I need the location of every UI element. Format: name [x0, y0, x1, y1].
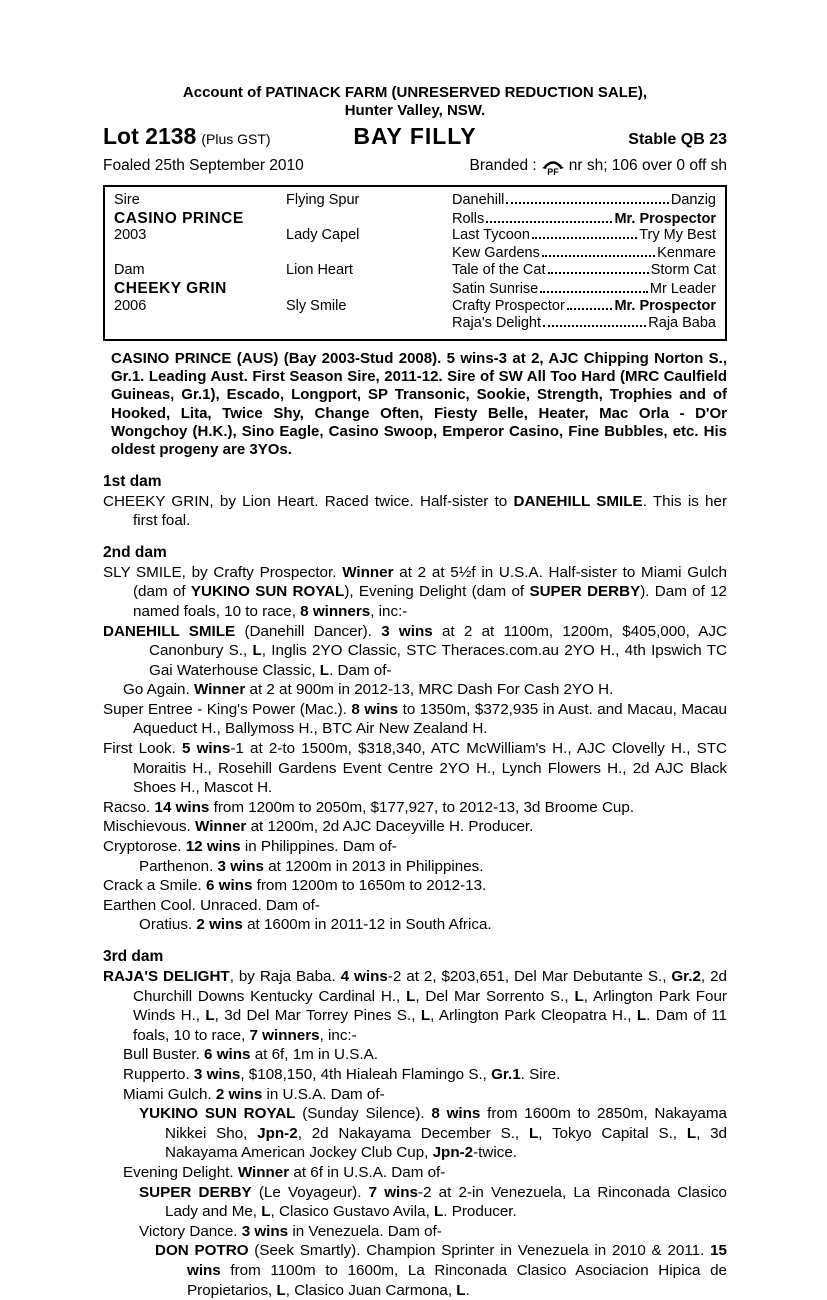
dam-section-heading: 1st dam: [103, 472, 162, 490]
pedigree-note-paragraph: Earthen Cool. Unraced. Dam of-: [103, 896, 320, 914]
pedigree-gen3-cell: [452, 262, 716, 280]
pedigree-row: [114, 227, 716, 245]
pedigree-note-paragraph: CHEEKY GRIN, by Lion Heart. Raced twice. Half-sister to DANEHILL SMILE. This is her first foal.: [103, 492, 728, 530]
pedigree-gen3-cell: [452, 245, 716, 263]
pedigree-note-paragraph: DON POTRO (Seek Smartly). Champion Sprinter in Venezuela in 2010 & 2011. 15 wins from 1100m to 1600m, La Rinconada Clasico Asociacion Hipica de Propietarios, L, Clasico Juan Carmona, L.: [155, 1242, 727, 1299]
svg-text:PF: PF: [546, 167, 559, 177]
leader-dots: [548, 272, 649, 274]
pedigree-note-paragraph: SUPER DERBY (Le Voyageur). 7 wins-2 at 2-in Venezuela, La Rinconada Clasico Lady and Me, L, Clasico Gustavo Avila, L. Producer.: [139, 1183, 728, 1221]
dam-section-heading: 2nd dam: [103, 543, 167, 561]
pedigree-ancestor-name: Last Tycoon: [452, 227, 530, 244]
pedigree-ancestor-sire: Mr Leader: [649, 280, 716, 297]
lot-number: Lot 2138: [103, 123, 197, 149]
pedigree-gen3-cell: [452, 315, 716, 333]
sire-summary-paragraph: CASINO PRINCE (AUS) (Bay 2003-Stud 2008). 5 wins-3 at 2, AJC Chipping Norton S., Gr.1. Leading Aust. First Season Sire, 2011-12. Sire of SW All Too Hard (MRC Caulfield Guineas, Gr.1), Escado, Longport, SP Transonic, Sookie, Strength, Trophies and of Hooked, Lita, Twice Shy, Change Often, Fiesty Belle, Heater, Mac Orla - D'Or Wongchoy (H.K.), Sino Eagle, Casino Swoop, Emperor Casino, Fine Bubbles, etc. His oldest progeny are 3YOs.: [111, 349, 727, 459]
pedigree-note-paragraph: Bull Buster. 6 wins at 6f, 1m in U.S.A.: [123, 1046, 378, 1064]
pedigree-row: [114, 245, 716, 263]
leader-dots: [486, 221, 612, 223]
pedigree-gen1-cell: Dam: [114, 262, 145, 279]
pedigree-note-paragraph: Mischievous. Winner at 1200m, 2d AJC Daceyville H. Producer.: [103, 818, 534, 836]
pedigree-note-paragraph: RAJA'S DELIGHT, by Raja Baba. 4 wins-2 at 2, $203,651, Del Mar Debutante S., Gr.2, 2d Churchill Downs Kentucky Cardinal H., L, Del Mar Sorrento S., L, Arlington Park Four Winds H., L, 3d Del Mar Torrey Pines S., L, Arlington Park Cleopatra H., L. Dam of 11 foals, 10 to race, 7 winners, inc:-: [103, 968, 727, 1044]
pedigree-ancestor-sire: Mr. Prospector: [614, 297, 716, 314]
pedigree-gen1-cell: 2003: [114, 227, 147, 244]
pedigree-gen2-cell: Flying Spur: [286, 192, 360, 208]
pedigree-note-paragraph: Miami Gulch. 2 wins in U.S.A. Dam of-: [123, 1085, 385, 1103]
pedigree-gen1-cell: CASINO PRINCE: [114, 209, 244, 227]
pedigree-note-paragraph: Evening Delight. Winner at 6f in U.S.A. Dam of-: [123, 1163, 446, 1181]
pedigree-ancestor-name: Tale of the Cat: [452, 262, 546, 279]
pedigree-ancestor-name: Danehill: [452, 192, 505, 208]
leader-dots: [542, 255, 655, 257]
pedigree-ancestor-sire: Storm Cat: [650, 262, 716, 279]
foaled-row: [103, 157, 727, 175]
pedigree-row: [114, 298, 716, 316]
pedigree-note-paragraph: Racso. 14 wins from 1200m to 2050m, $177,927, to 2012-13, 3d Broome Cup.: [103, 798, 635, 816]
pedigree-gen2-cell: Sly Smile: [286, 297, 347, 314]
pedigree-row: [114, 315, 716, 333]
dam-section: [103, 473, 727, 531]
pedigree-note-paragraph: Oratius. 2 wins at 1600m in 2011-12 in South Africa.: [139, 916, 492, 934]
pedigree-gen3-cell: [452, 227, 716, 245]
pedigree-gen2-cell: Lion Heart: [286, 262, 353, 279]
pedigree-ancestor-sire: Mr. Prospector: [614, 210, 716, 227]
stable-number: Stable QB 23: [628, 131, 727, 148]
pedigree-row: [114, 280, 716, 298]
pedigree-gen1-cell: CHEEKY GRIN: [114, 279, 227, 297]
dam-section-heading: 3rd dam: [103, 948, 164, 965]
pedigree-ancestor-name: Satin Sunrise: [452, 280, 539, 297]
dam-sections: [103, 473, 727, 1300]
leader-dots: [506, 202, 668, 204]
pedigree-note-paragraph: Super Entree - King's Power (Mac.). 8 wins to 1350m, $372,935 in Aust. and Macau, Macau Aqueduct H., Ballymoss H., BTC Air New Zealand H.: [103, 700, 727, 738]
pedigree-ancestor-sire: Try My Best: [639, 227, 716, 244]
brand-placement: nr sh; 106 over 0 off sh: [568, 157, 727, 174]
dam-section: [103, 948, 727, 1300]
pedigree-note-paragraph: Go Again. Winner at 2 at 900m in 2012-13, MRC Dash For Cash 2YO H.: [123, 681, 614, 699]
pedigree-gen3-cell: [452, 192, 716, 210]
gst-note: (Plus GST): [201, 131, 271, 147]
brand-mark-icon: [541, 157, 565, 178]
pedigree-note-paragraph: Cryptorose. 12 wins in Philippines. Dam of-: [103, 838, 397, 856]
pedigree-ancestor-name: Raja's Delight: [452, 315, 542, 332]
pedigree-note-paragraph: SLY SMILE, by Crafty Prospector. Winner at 2 at 5½f in U.S.A. Half-sister to Miami Gulch (dam of YUKINO SUN ROYAL), Evening Delight (dam of SUPER DERBY). Dam of 12 named foals, 10 to race, 8 winners, inc:-: [103, 563, 727, 620]
pedigree-gen3-cell: [452, 211, 716, 229]
pedigree-ancestor-name: Crafty Prospector: [452, 297, 565, 314]
leader-dots: [540, 291, 648, 293]
account-line-2: Hunter Valley, NSW.: [344, 102, 486, 119]
pedigree-note-paragraph: YUKINO SUN ROYAL (Sunday Silence). 8 wins from 1600m to 2850m, Nakayama Nikkei Sho, Jpn-2, 2d Nakayama December S., L, Tokyo Capital S., L, 3d Nakayama American Jockey Club Cup, Jpn-2-twice.: [139, 1105, 727, 1162]
pedigree-note-paragraph: Crack a Smile. 6 wins from 1200m to 1650m to 2012-13.: [103, 877, 487, 895]
pedigree-gen3-cell: [452, 298, 716, 316]
pedigree-ancestor-sire: Kenmare: [657, 244, 716, 261]
foaled-date: Foaled 25th September 2010: [103, 157, 304, 174]
pedigree-table: [103, 185, 727, 341]
horse-description: BAY FILLY: [353, 123, 477, 149]
leader-dots: [567, 308, 613, 310]
pedigree-gen1-cell: Sire: [114, 192, 140, 208]
catalogue-page: [103, 84, 727, 1300]
pedigree-row: [114, 192, 716, 210]
pedigree-ancestor-sire: Danzig: [670, 192, 716, 208]
leader-dots: [532, 237, 637, 239]
lot-row: [103, 123, 727, 150]
pedigree-note-paragraph: Victory Dance. 3 wins in Venezuela. Dam of-: [139, 1222, 442, 1240]
pedigree-gen1-cell: 2006: [114, 297, 147, 314]
pedigree-note-paragraph: Parthenon. 3 wins at 1200m in 2013 in Philippines.: [139, 857, 484, 875]
pedigree-ancestor-sire: Raja Baba: [648, 315, 716, 332]
pedigree-note-paragraph: First Look. 5 wins-1 at 2-to 1500m, $318,340, ATC McWilliam's H., AJC Clovelly H., STC Moraitis H., Rosehill Gardens Event Centre 2YO H., Lynch Flowers H., 2d AJC Black Shoes H., Mascot H.: [103, 740, 727, 797]
account-line-1: Account of PATINACK FARM (UNRESERVED REDUCTION SALE),: [182, 84, 648, 101]
pedigree-gen2-cell: Lady Capel: [286, 227, 360, 244]
pedigree-ancestor-name: Kew Gardens: [452, 244, 540, 261]
leader-dots: [543, 325, 646, 327]
pedigree-note-paragraph: DANEHILL SMILE (Danehill Dancer). 3 wins at 2 at 1100m, 1200m, $405,000, AJC Canonbury S., L, Inglis 2YO Classic, STC Theraces.com.au 2YO H., 4th Ipswich TC Gai Waterhouse Classic, L. Dam of-: [103, 622, 727, 679]
pedigree-row: [114, 210, 716, 228]
pedigree-ancestor-name: Rolls: [452, 210, 485, 227]
pedigree-row: [114, 262, 716, 280]
pedigree-note-paragraph: Rupperto. 3 wins, $108,150, 4th Hialeah Flamingo S., Gr.1. Sire.: [123, 1065, 561, 1083]
brand-line: [470, 157, 727, 175]
branded-label: Branded :: [469, 157, 537, 174]
pedigree-gen3-cell: [452, 281, 716, 299]
dam-section: [103, 544, 727, 935]
